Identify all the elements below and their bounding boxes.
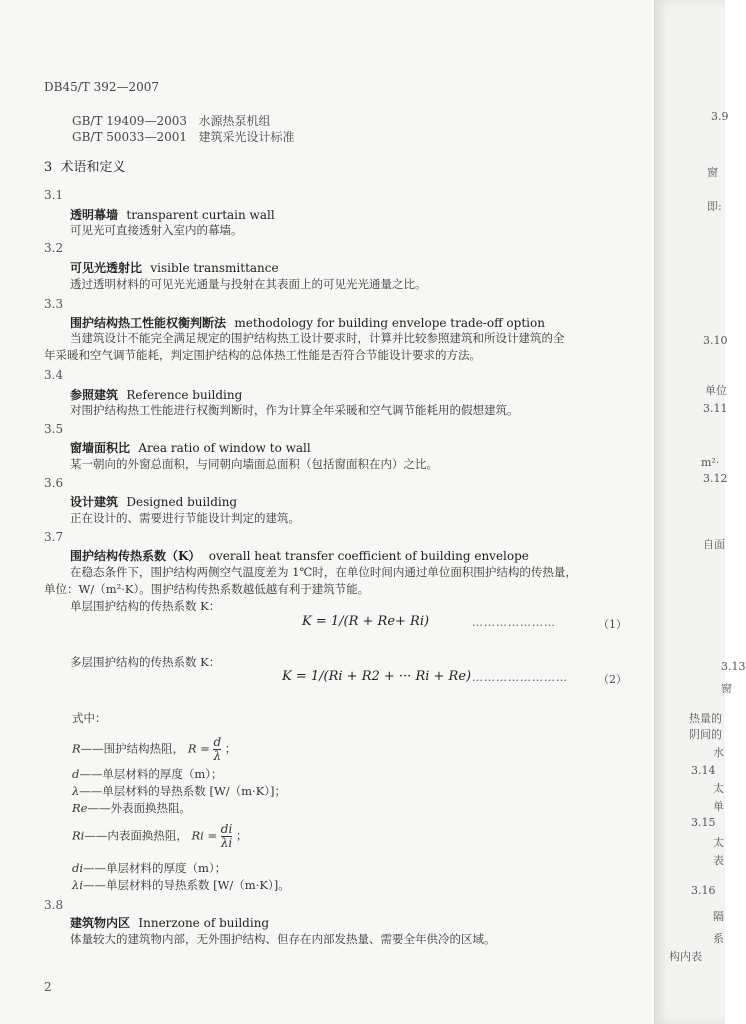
reference-code: GB/T 19409—2003	[72, 114, 187, 128]
term-number: 3.3	[44, 297, 64, 311]
term-title	[70, 493, 237, 510]
fragment-text: 窗	[707, 166, 718, 179]
fraction	[221, 823, 233, 850]
fragment-text: 构内表	[669, 950, 702, 963]
term-zh: 建筑物内区	[70, 916, 131, 930]
fragment-text: 自面	[703, 538, 725, 551]
term-definition: 在稳态条件下，围护结构两侧空气温度差为 1℃时，在单位时间内通过单位面积围护结构的传热量，	[70, 565, 577, 579]
term-zh: 参照建筑	[70, 388, 119, 402]
variable-definition	[72, 823, 247, 850]
fragment-text: 3.9	[711, 110, 729, 123]
term-en: Innerzone of building	[138, 916, 270, 930]
reference-item	[72, 128, 294, 145]
formula-lhs: R =	[187, 741, 210, 756]
fragment-text: 3.14	[691, 764, 716, 777]
term-number: 3.7	[44, 530, 64, 544]
variable-tail: ；	[235, 828, 248, 843]
fragment-text: 表	[713, 854, 724, 867]
reference-title: 水源热泵机组	[198, 114, 271, 128]
fragment-text: 单	[713, 800, 724, 813]
term-zh: 围护结构热工性能权衡判断法	[70, 316, 227, 330]
term-number: 3.4	[44, 368, 64, 382]
fragment-text: 隔	[713, 910, 724, 923]
term-title	[70, 386, 242, 403]
fragment-text: 3.15	[691, 816, 716, 829]
variable-tail: ；	[224, 741, 237, 756]
variable-symbol: R	[72, 741, 81, 756]
formula-lhs: Ri =	[191, 828, 218, 843]
standard-code: DB45/T 392—2007	[44, 80, 160, 94]
fraction-numerator: di	[220, 822, 233, 836]
multi-layer-label: 多层围护结构的传热系数 K：	[70, 655, 221, 669]
variable-definition	[72, 860, 226, 876]
term-definition: 可见光可直接透射入室内的幕墙。	[70, 223, 243, 237]
term-zh: 可见光透射比	[70, 261, 143, 275]
term-zh: 围护结构传热系数（K）	[70, 549, 201, 563]
variable-desc: ——内表面换热阻，	[84, 828, 188, 843]
fragment-text: 单位	[705, 384, 727, 397]
fragment-text: 窗	[721, 682, 732, 695]
term-number: 3.6	[44, 476, 64, 490]
variable-definition	[72, 877, 290, 893]
term-definition: 正在设计的、需要进行节能设计判定的建筑。	[70, 511, 300, 525]
section-title: 术语和定义	[60, 160, 126, 175]
term-title	[70, 259, 279, 276]
variable-desc: ——单层材料的厚度（m）；	[79, 767, 223, 781]
fraction	[213, 736, 221, 763]
term-number: 3.1	[44, 188, 64, 202]
term-zh: 设计建筑	[70, 495, 119, 509]
variable-desc: ——外表面换热阻。	[87, 801, 191, 815]
fragment-text: 阴间的	[689, 728, 722, 741]
fragment-text: 3.16	[691, 884, 716, 897]
section-heading	[44, 156, 126, 175]
variable-desc: ——单层材料的厚度（m）；	[83, 861, 227, 875]
variable-desc: ——围护结构热阻，	[80, 741, 185, 756]
term-definition-cont: 年采暖和空气调节能耗，判定围护结构的总体热工性能是否符合节能设计要求的方法。	[44, 348, 481, 362]
reference-code: GB/T 50033—2001	[72, 130, 187, 144]
reference-item	[72, 112, 270, 129]
section-number: 3	[44, 160, 53, 175]
equation-leader: …………………	[472, 616, 556, 629]
term-en: Designed building	[126, 495, 238, 509]
variable-symbol: Re	[72, 801, 88, 815]
fragment-text: 热量的	[689, 712, 722, 725]
term-definition-cont: 单位：W/（m²·K）。围护结构传热系数越低越有利于建筑节能。	[44, 582, 370, 596]
term-definition: 当建筑设计不能完全满足规定的围护结构热工设计要求时，计算并比较参照建筑和所设计建筑的全	[70, 331, 565, 345]
fraction-numerator: d	[213, 735, 222, 749]
equation-2: K = 1/(Ri + R2 + ··· Ri + Re)	[282, 669, 472, 684]
where-label: 式中：	[72, 711, 107, 725]
term-number: 3.2	[44, 241, 64, 255]
equation-1: K = 1/(R + Re+ Ri)	[302, 614, 430, 629]
term-en: overall heat transfer coefficient of building envelope	[208, 549, 529, 563]
variable-symbol: λ	[72, 784, 80, 798]
variable-symbol: d	[72, 767, 80, 781]
term-en: Reference building	[126, 388, 243, 402]
variable-definition	[72, 736, 236, 763]
reference-title: 建筑采光设计标准	[198, 130, 295, 144]
term-zh: 窗墙面积比	[70, 441, 131, 455]
term-title	[70, 206, 275, 223]
variable-desc: ——单层材料的导热系数 [W/（m·K）]；	[79, 784, 287, 798]
term-zh: 透明幕墙	[70, 208, 119, 222]
term-number: 3.8	[44, 898, 64, 912]
variable-definition	[72, 800, 191, 816]
term-en: visible transmittance	[150, 261, 279, 275]
term-definition: 对围护结构热工性能进行权衡判断时，作为计算全年采暖和空气调节能耗用的假想建筑。	[70, 403, 519, 417]
single-layer-label: 单层围护结构的传热系数 K：	[70, 599, 221, 613]
term-en: methodology for building envelope trade-off option	[234, 316, 545, 330]
variable-definition	[72, 766, 223, 782]
fragment-text: 系	[713, 932, 724, 945]
equation-leader: ……………………	[472, 671, 568, 684]
fragment-text: 3.11	[703, 402, 728, 415]
term-number: 3.5	[44, 422, 64, 436]
equation-number-1: （1）	[598, 618, 627, 631]
variable-symbol: λi	[72, 878, 83, 892]
term-title	[70, 314, 545, 331]
equation-number-2: （2）	[598, 673, 627, 686]
term-definition: 体量较大的建筑物内部，无外围护结构、但存在内部发热量、需要全年供冷的区域。	[70, 932, 496, 946]
facing-page-fragment	[654, 0, 746, 1024]
variable-symbol: di	[72, 861, 84, 875]
variable-desc: ——单层材料的导热系数 [W/（m·K）]。	[82, 878, 290, 892]
term-title	[70, 439, 311, 456]
fragment-text: 3.10	[703, 334, 728, 347]
fraction-denominator: λ	[213, 749, 222, 763]
term-title	[70, 914, 269, 931]
fragment-text: 3.12	[703, 472, 728, 485]
term-title	[70, 547, 529, 564]
fragment-text: 太	[713, 836, 724, 849]
fragment-text: 水	[713, 746, 724, 759]
term-en: transparent curtain wall	[126, 208, 275, 222]
fragment-text: 即:	[707, 200, 722, 213]
term-definition: 透过透明材料的可见光光通量与投射在其表面上的可见光光通量之比。	[70, 277, 427, 291]
term-definition: 某一朝向的外窗总面积，与同朝向墙面总面积（包括窗面积在内）之比。	[70, 457, 438, 471]
fragment-text: 太	[713, 782, 724, 795]
term-en: Area ratio of window to wall	[138, 441, 311, 455]
fragment-text: m²·	[701, 456, 720, 469]
variable-symbol: Ri	[72, 828, 85, 843]
variable-definition	[72, 783, 286, 799]
fragment-text: 3.13	[721, 660, 746, 673]
page-number: 2	[44, 980, 52, 994]
fraction-denominator: λi	[220, 836, 233, 850]
